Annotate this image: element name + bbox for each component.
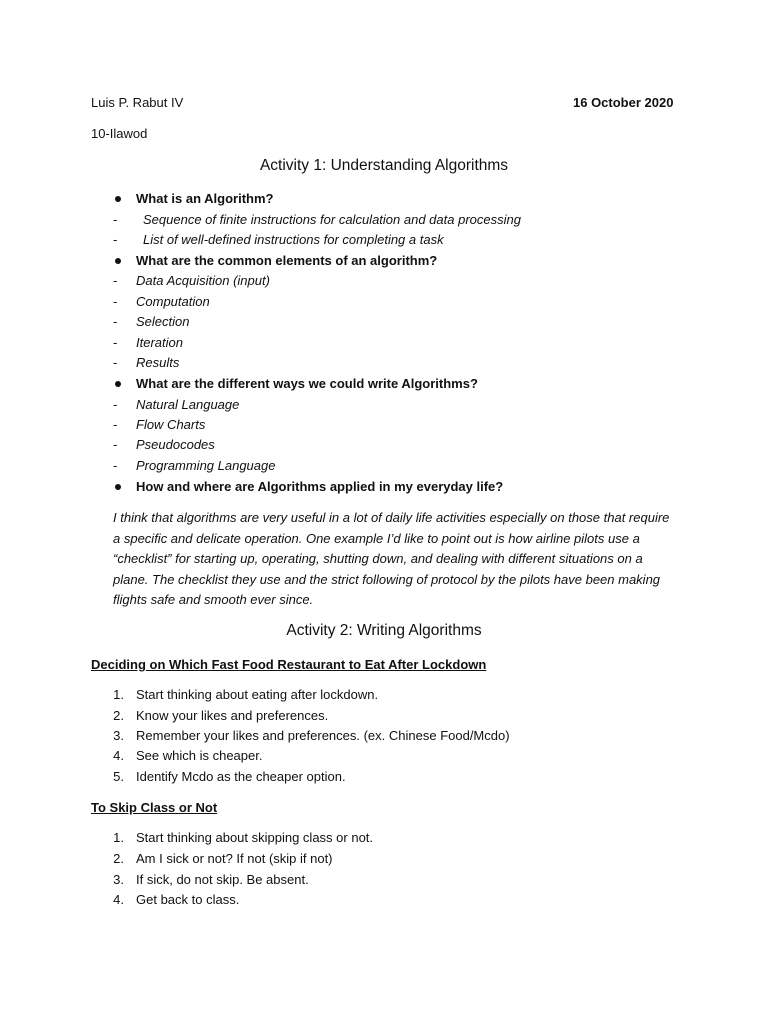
q3-answer-2: Flow Charts	[136, 417, 206, 432]
dash-icon: -	[113, 458, 118, 473]
bullet-icon	[115, 381, 121, 387]
question-3: What are the different ways we could write Algorithms?	[136, 376, 478, 391]
author-name: Luis P. Rabut IV	[91, 95, 184, 110]
dash-icon: -	[113, 273, 118, 288]
bullet-icon	[115, 484, 121, 490]
step-number: 3.	[113, 728, 124, 743]
dash-icon: -	[113, 314, 118, 329]
algo1-step-5: Identify Mcdo as the cheaper option.	[136, 769, 346, 784]
bullet-icon	[115, 196, 121, 202]
q3-answer-3: Pseudocodes	[136, 437, 215, 452]
activity2-title: Activity 2: Writing Algorithms	[286, 622, 482, 639]
question-1: What is an Algorithm?	[136, 191, 274, 206]
dash-icon: -	[113, 437, 118, 452]
q3-answer-1: Natural Language	[136, 397, 240, 412]
step-number: 2.	[113, 851, 124, 866]
q1-answer-1: Sequence of finite instructions for calculation and data processing	[143, 212, 521, 227]
algo1-step-3: Remember your likes and preferences. (ex. Chinese Food/Mcdo)	[136, 728, 510, 743]
algo1-step-1: Start thinking about eating after lockdown.	[136, 687, 379, 702]
q1-answer-2: List of well-defined instructions for completing a task	[143, 232, 444, 247]
step-number: 5.	[113, 769, 124, 784]
bullet-icon	[115, 258, 121, 264]
algo1-step-4: See which is cheaper.	[136, 748, 263, 763]
q2-answer-4: Iteration	[136, 335, 183, 350]
q2-answer-3: Selection	[136, 314, 190, 329]
question-2: What are the common elements of an algorithm?	[136, 253, 438, 268]
algo2-step-2: Am I sick or not? If not (skip if not)	[136, 851, 333, 866]
dash-icon: -	[113, 417, 118, 432]
class-section: 10-Ilawod	[91, 126, 148, 141]
dash-icon: -	[113, 355, 118, 370]
algo2-step-3: If sick, do not skip. Be absent.	[136, 872, 309, 887]
step-number: 1.	[113, 687, 124, 702]
q2-answer-2: Computation	[136, 294, 210, 309]
step-number: 4.	[113, 892, 124, 907]
step-number: 1.	[113, 830, 124, 845]
step-number: 2.	[113, 708, 124, 723]
dash-icon: -	[113, 212, 118, 227]
question-4: How and where are Algorithms applied in my everyday life?	[136, 479, 504, 494]
algo2-step-1: Start thinking about skipping class or not.	[136, 830, 374, 845]
q2-answer-1: Data Acquisition (input)	[136, 273, 270, 288]
q2-answer-5: Results	[136, 355, 180, 370]
step-number: 4.	[113, 748, 124, 763]
dash-icon: -	[113, 335, 118, 350]
q3-answer-4: Programming Language	[136, 458, 276, 473]
dash-icon: -	[113, 294, 118, 309]
algo1-step-2: Know your likes and preferences.	[136, 708, 329, 723]
dash-icon: -	[113, 232, 118, 247]
activity1-title: Activity 1: Understanding Algorithms	[259, 157, 509, 174]
algo2-step-4: Get back to class.	[136, 892, 240, 907]
algorithm-2-title: To Skip Class or Not	[91, 800, 218, 815]
dash-icon: -	[113, 397, 118, 412]
document-date: 16 October 2020	[573, 95, 674, 110]
step-number: 3.	[113, 872, 124, 887]
algorithm-1-title: Deciding on Which Fast Food Restaurant to Eat After Lockdown	[91, 657, 487, 672]
q4-answer-paragraph: I think that algorithms are very useful in a lot of daily life activities especially on those that require a specific and delicate operation. One example I’d like to point out is how airline pilots use a “checklist” for starting up, operating, shutting down, and dealing with different situations on a plane. The checklist they use and the strict following of protocol by the pilots have been making flights safe and smooth ever since.	[113, 510, 670, 607]
